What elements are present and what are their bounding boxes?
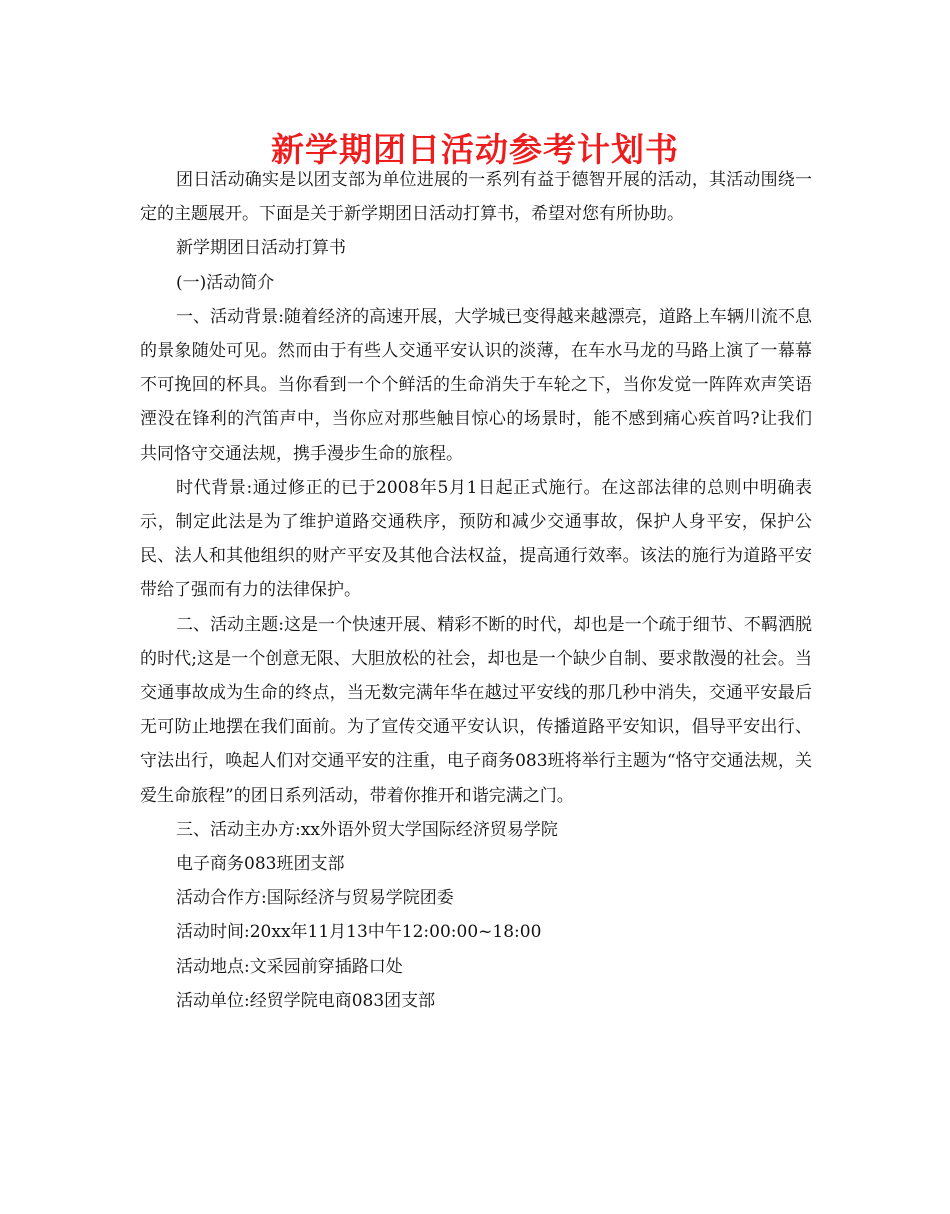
paragraph-plan-heading: 新学期团日活动打算书 (176, 238, 346, 259)
paragraph-intro: 团日活动确实是以团支部为单位进展的一系列有益于德智开展的活动，其活动围绕一定的主题展开。下面是关于新学期团日活动打算书，希望对您有所协助。 (140, 170, 812, 225)
paragraph-era-background: 时代背景:通过修正的已于2008年5月1日起正式施行。在这部法律的总则中明确表示，制定此法是为了维护道路交通秩序，预防和减少交通事故，保护人身平安，保护公民、法人和其他组织的财产平安及其他合法权益，提高通行效率。该法的施行为道路平安带给了强而有力的法律保护。 (140, 477, 812, 601)
paragraph-organizer: 三、活动主办方:xx外语外贸大学国际经济贸易学院 (176, 819, 558, 840)
paragraph-location: 活动地点:文采园前穿插路口处 (176, 956, 403, 977)
paragraph-section-one-heading: (一)活动简介 (176, 272, 275, 293)
paragraph-partner: 活动合作方:国际经济与贸易学院团委 (176, 888, 454, 909)
document-title: 新学期团日活动参考计划书 (271, 130, 679, 169)
paragraph-time: 活动时间:20xx年11月13中午12:00:00~18:00 (176, 922, 542, 943)
paragraph-unit: 活动单位:经贸学院电商083团支部 (176, 990, 436, 1011)
document-body (140, 163, 812, 1018)
paragraph-theme: 二、活动主题:这是一个快速开展、精彩不断的时代，却也是一个疏于细节、不羁洒脱的时代;这是一个创意无限、大胆放松的社会，却也是一个缺少自制、要求散漫的社会。当交通事故成为生命的终点，当无数完满年华在越过平安线的那几秒中消失，交通平安最后无可防止地摆在我们面前。为了宣传交通平安认识，传播道路平安知识，倡导平安出行、守法出行，唤起人们对交通平安的注重，电子商务083班将举行主题为“恪守交通法规，关爱生命旅程”的团日系列活动，带着你推开和谐完满之门。 (140, 614, 812, 806)
paragraph-branch: 电子商务083班团支部 (176, 854, 345, 875)
paragraph-background: 一、活动背景:随着经济的高速开展，大学城已变得越来越漂亮，道路上车辆川流不息的景象随处可见。然而由于有些人交通平安认识的淡薄，在车水马龙的马路上演了一幕幕不可挽回的杯具。当你看到一个个鲜活的生命消失于车轮之下，当你发觉一阵阵欢声笑语湮没在锋利的汽笛声中，当你应对那些触目惊心的场景时，能不感到痛心疾首吗?让我们共同恪守交通法规，携手漫步生命的旅程。 (140, 306, 812, 464)
